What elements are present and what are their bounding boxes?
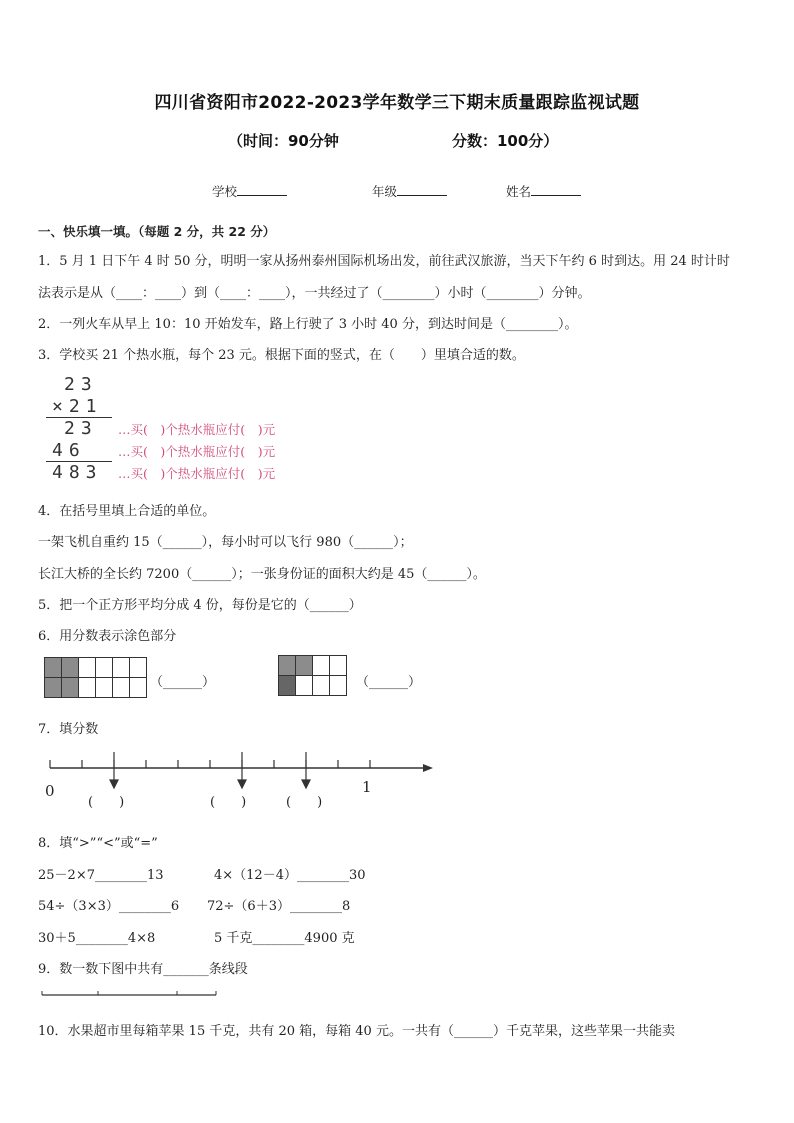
question-4-line-1: 一架飞机自重约 15（______），每小时可以飞行 980（______）； [38, 535, 413, 550]
question-4-line-2: 长江大桥的全长约 7200（______）；一张身份证的面积大约是 45（______）。 [38, 567, 486, 582]
compare-item-4: 72÷（6＋3）________8 [207, 899, 351, 914]
fraction-grid-1 [44, 657, 147, 698]
vert-row-1: 23 [64, 374, 98, 395]
vert-note-1: …买( )个热水瓶应付( )元 [118, 422, 276, 437]
vert-row-3: 23 [64, 418, 98, 439]
number-line-blank-1[interactable]: ( ) [88, 795, 125, 810]
name-field[interactable]: 姓名 [506, 182, 581, 200]
question-8: 8．填“>”“<”或“=” [38, 836, 158, 851]
grade-field[interactable]: 年级 [372, 182, 447, 200]
compare-item-6: 5 千克________4900 克 [214, 931, 355, 946]
arrow-marker-1-head [110, 780, 118, 788]
question-1-line-2: 法表示是从（____：____）到（____：____），一共经过了（________）小时（________）分钟。 [38, 286, 591, 301]
vert-row-4: 46 [52, 440, 86, 461]
question-3: 3．学校买 21 个热水瓶，每个 23 元。根据下面的竖式，在（ ）里填合适的数。 [38, 348, 525, 363]
vert-note-2: …买( )个热水瓶应付( )元 [118, 444, 276, 459]
number-line-blank-2[interactable]: ( ) [210, 795, 247, 810]
number-line-one: 1 [362, 778, 372, 796]
number-line [40, 750, 440, 790]
school-field[interactable]: 学校 [212, 182, 287, 200]
number-line-zero: 0 [45, 782, 55, 800]
compare-item-2: 4×（12－4）________30 [214, 868, 366, 883]
segment-figure [40, 986, 220, 1000]
question-7: 7．填分数 [38, 722, 99, 737]
question-9: 9．数一数下图中共有_______条线段 [38, 962, 248, 977]
arrow-marker-2-head [238, 780, 246, 788]
question-10: 10．水果超市里每箱苹果 15 千克，共有 20 箱，每箱 40 元。一共有（______）千克苹果，这些苹果一共能卖 [38, 1024, 675, 1039]
compare-item-1: 25－2×7________13 [38, 868, 164, 883]
compare-item-3: 54÷（3×3）________6 [38, 899, 180, 914]
total-score: 分数：100分） [452, 132, 559, 150]
vert-row-2: ×21 [52, 396, 103, 417]
fraction-answer-2[interactable]: （______） [356, 675, 422, 690]
fraction-answer-1[interactable]: （______） [150, 675, 216, 690]
page-title: 四川省资阳市2022-2023学年数学三下期末质量跟踪监视试题 [154, 93, 640, 113]
vert-row-5: 483 [52, 462, 103, 483]
question-6: 6．用分数表示涂色部分 [38, 629, 177, 644]
question-5: 5．把一个正方形平均分成 4 份，每份是它的（______） [38, 598, 362, 613]
number-line-blank-3[interactable]: ( ) [286, 795, 323, 810]
arrow-marker-3-head [302, 780, 310, 788]
question-4: 4．在括号里填上合适的单位。 [38, 504, 216, 519]
number-line-arrowhead [423, 764, 433, 772]
time-limit: （时间：90分钟 [228, 132, 339, 150]
vert-note-3: …买( )个热水瓶应付( )元 [118, 466, 276, 481]
number-line-ticks [50, 760, 370, 768]
fraction-grid-2 [278, 655, 347, 696]
question-1-line-1: 1．5 月 1 日下午 4 时 50 分，明明一家从扬州泰州国际机场出发，前往武汉旅游，当天下午约 6 时到达。用 24 时计时 [38, 254, 730, 269]
section-heading: 一、快乐填一填。（每题 2 分，共 22 分） [38, 224, 276, 239]
question-2: 2．一列火车从早上 10：10 开始发车，路上行驶了 3 小时 40 分，到达时间是（________）。 [38, 317, 578, 332]
compare-item-5: 30＋5________4×8 [38, 931, 156, 946]
